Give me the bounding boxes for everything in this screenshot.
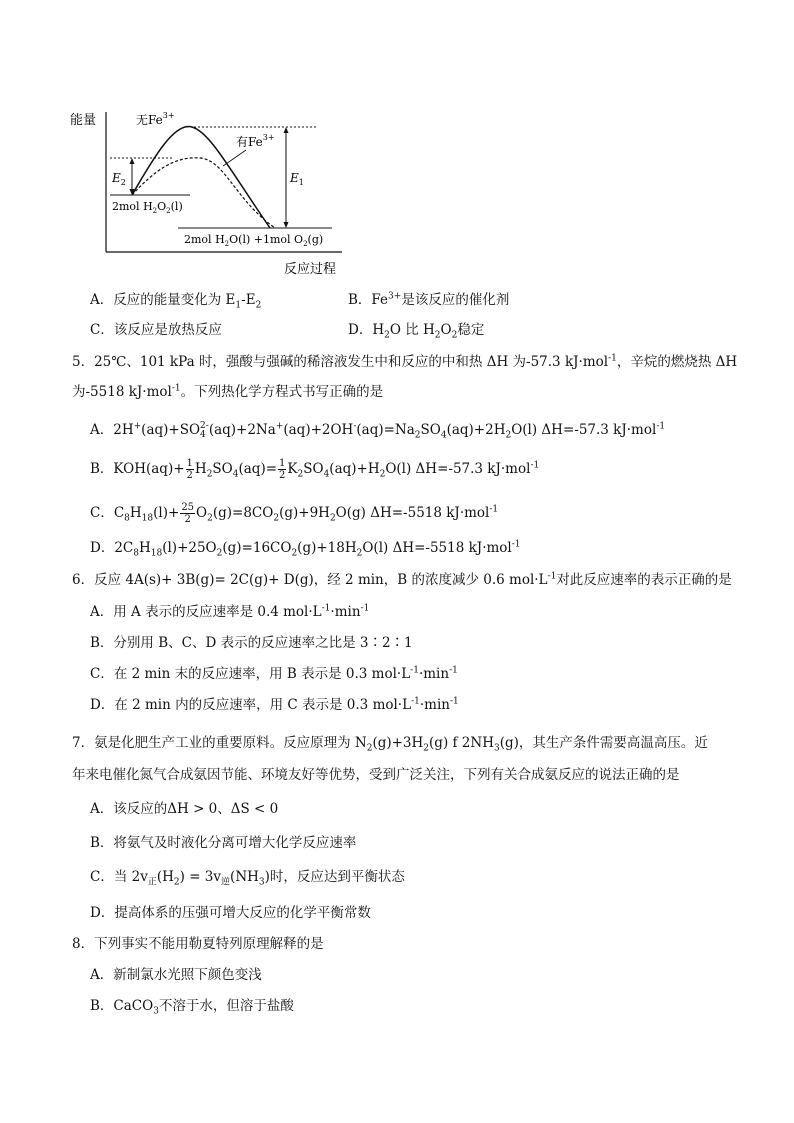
q5-option-a: A．2H+(aq)+SO 2- 4 $(aq)+2Na^+(aq)+2OH^-(aq)=Na_2SO_4(aq)+2H_2O(l)$ ΔH=-57.3 kJ·mol$^{-1}$ xyxy=(90,420,666,441)
q4-option-d: D．$H_2O$ 比 $H_2O_2$稳定 xyxy=(348,322,485,341)
x-axis-label: 反应过程 xyxy=(284,262,337,277)
e2-label: $E_2$ xyxy=(112,171,126,187)
q4-option-c: C．该反应是放热反应 xyxy=(90,322,222,338)
q8-stem: 8．下列事实不能用勒夏特列原理解释的是 xyxy=(72,936,324,952)
no-catalyst-label: 无$Fe^{3+}$ xyxy=(136,111,175,127)
q4-option-b: B．$Fe^{3+}$是该反应的催化剂 xyxy=(348,291,510,308)
q7-option-c: C．当 $2v_正(H_2) = 3v_逆(NH_3)$时，反应达到平衡状态 xyxy=(90,869,405,888)
q8-option-a: A．新制氯水光照下颜色变浅 xyxy=(90,967,262,983)
with-catalyst-label: 有$Fe^{3+}$ xyxy=(236,133,275,149)
q7-option-d: D．提高体系的压强可增大反应的化学平衡常数 xyxy=(90,905,371,921)
q5-stem-line2: 为-5518 kJ·mol$^{-1}$。下列热化学方程式书写正确的是 xyxy=(72,383,384,400)
reactant-label: 2mol $H_2O_2(l)$ xyxy=(112,200,183,215)
q6-option-a: A．用 A 表示的反应速率是 0.4 $mol\cdot L^{-1}\cdot\min^{-1}$ xyxy=(90,603,370,620)
energy-diagram xyxy=(60,100,360,280)
q4-option-a: A．反应的能量变化为 $E_1-E_2$ xyxy=(90,292,262,311)
q5-option-b: B．KOH(aq)+ $\frac{1}{2}$ $H_2SO_4(aq)=$ $\frac{1}{2}$ $K_2SO_4(aq)+H_2O(l)$ ΔH=-57.3 kJ·mol$^{-1}$ xyxy=(90,458,540,481)
product-label: 2mol $H_2O(l) +1mol$ $O_2(g)$ xyxy=(184,233,324,248)
q8-option-b: B．CaCO$_3$不溶于水，但溶于盐酸 xyxy=(90,998,294,1017)
q7-stem-line1: 7．氨是化肥生产工业的重要原料。反应原理为 $N_2(g)+3H_2(g)$ f $2NH_3(g)$，其生产条件需要高温高压。近 xyxy=(72,735,708,754)
q5-option-c: C．$C_8H_{18}(l)+$ $\frac{25}{2}$ $O_2(g)=8CO_2(g)+9H_2O(g)$ ΔH=-5518 kJ·mol$^{-1}$ xyxy=(90,502,499,525)
curve-with-catalyst xyxy=(132,158,275,228)
e1-label: $E_1$ xyxy=(290,171,304,187)
catalyst-label-pointer xyxy=(223,150,246,166)
q6-option-b: B．分别用 B、C、D 表示的反应速率之比是 3∶2∶1 xyxy=(90,635,413,651)
q6-option-c: C．在 2 min 末的反应速率，用 B 表示是 0.3 $mol\cdot L^{-1}\cdot\min^{-1}$ xyxy=(90,665,458,682)
q6-option-d: D．在 2 min 内的反应速率，用 C 表示是 0.3 $mol\cdot L^{-1}\cdot\min^{-1}$ xyxy=(90,696,459,713)
q5-option-d: D．$2C_8H_{18}(l)+25O_2(g)=16CO_2(g)+18H_2O(l)$ ΔH=-5518 kJ·mol$^{-1}$ xyxy=(90,539,521,559)
q7-stem-line2: 年来电催化氮气合成氨因节能、环境友好等优势，受到广泛关注，下列有关合成氨反应的说法正确的是 xyxy=(72,767,680,783)
y-axis-label: 能量 xyxy=(70,113,97,128)
q5-stem-line1: 5．25℃、101 kPa 时，强酸与强碱的稀溶液发生中和反应的中和热 ΔH 为-57.3 kJ·mol$^{-1}$，辛烷的燃烧热 ΔH xyxy=(72,353,738,370)
q7-option-a: A．该反应的ΔH > 0、ΔS < 0 xyxy=(90,801,279,817)
q7-option-b: B．将氨气及时液化分离可增大化学反应速率 xyxy=(90,835,357,851)
q6-stem: 6．反应 4A(s)+ 3B(g)= 2C(g)+ D(g)，经 2 min，B 的浓度减少 0.6 $mol\cdot L^{-1}$对此反应速率的表示正确的是 xyxy=(72,571,732,588)
